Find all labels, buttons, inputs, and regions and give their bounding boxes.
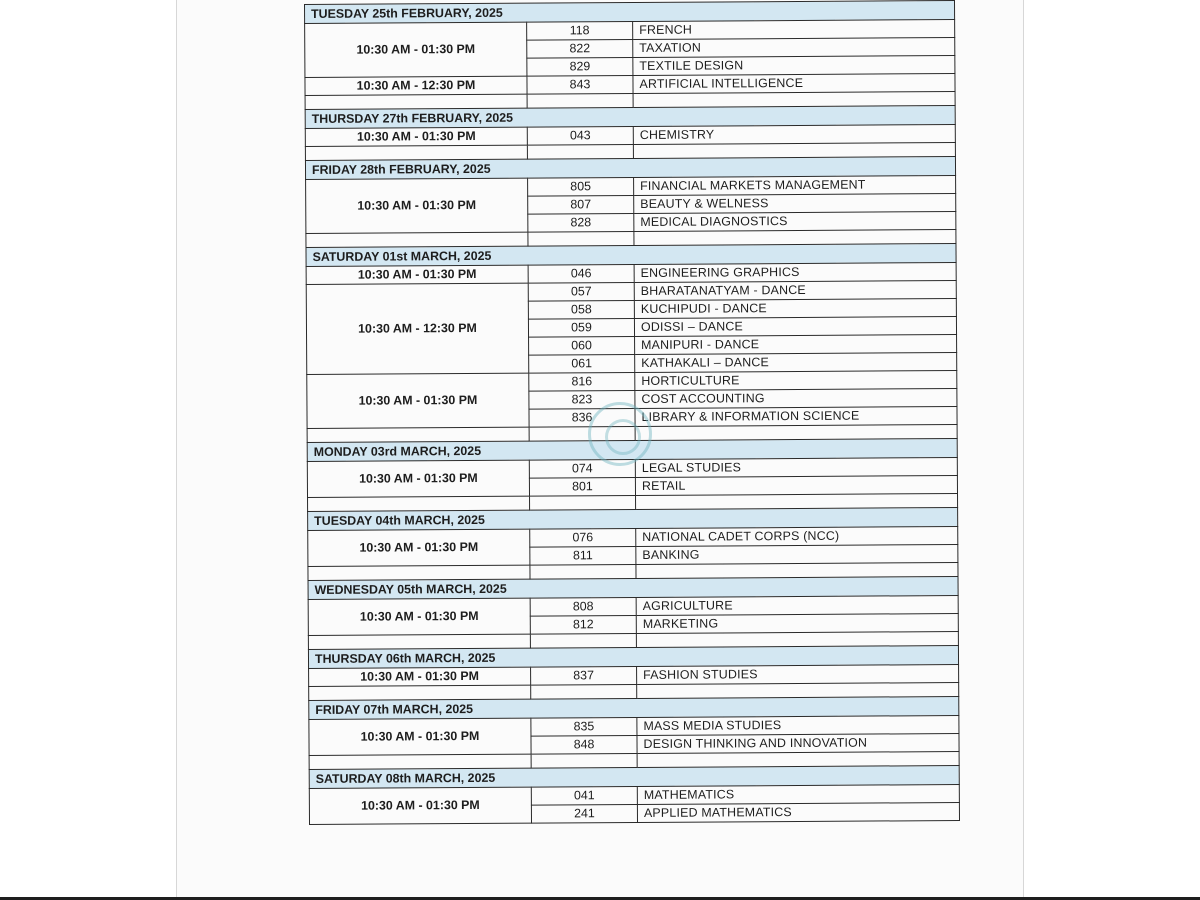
subject-name: LIBRARY & INFORMATION SCIENCE <box>635 407 957 427</box>
empty-cell <box>308 496 530 511</box>
subject-name: ARTIFICIAL INTELLIGENCE <box>633 74 955 94</box>
subject-code: 807 <box>528 195 634 214</box>
subject-name: MASS MEDIA STUDIES <box>637 716 959 736</box>
exam-time: 10:30 AM - 01:30 PM <box>307 373 529 428</box>
subject-code: 828 <box>528 213 634 232</box>
subject-name: MEDICAL DIAGNOSTICS <box>634 212 956 232</box>
subject-code: 058 <box>528 300 634 319</box>
empty-cell <box>528 231 634 246</box>
empty-cell <box>530 495 636 510</box>
subject-code: 812 <box>530 615 636 634</box>
subject-name: BEAUTY & WELNESS <box>634 194 956 214</box>
empty-cell <box>527 144 633 159</box>
subject-code: 808 <box>530 597 636 616</box>
subject-code: 059 <box>528 318 634 337</box>
subject-code: 805 <box>528 177 634 196</box>
subject-name: ODISSI – DANCE <box>634 317 956 337</box>
subject-code: 241 <box>531 804 637 823</box>
day-heading: MONDAY 03rd MARCH, 2025 <box>307 439 957 462</box>
subject-name: DESIGN THINKING AND INNOVATION <box>637 734 959 754</box>
empty-cell <box>530 564 636 579</box>
exam-time: 10:30 AM - 01:30 PM <box>306 178 528 233</box>
left-margin <box>0 0 176 900</box>
exam-time: 10:30 AM - 01:30 PM <box>309 667 531 686</box>
subject-code: 046 <box>528 264 634 283</box>
empty-cell <box>308 634 530 649</box>
exam-time: 10:30 AM - 01:30 PM <box>306 265 528 284</box>
subject-code: 843 <box>527 75 633 94</box>
exam-time: 10:30 AM - 01:30 PM <box>309 787 531 824</box>
exam-time: 10:30 AM - 01:30 PM <box>308 529 530 566</box>
subject-code: 836 <box>529 408 635 427</box>
subject-code: 829 <box>527 57 633 76</box>
day-heading: SATURDAY 01st MARCH, 2025 <box>306 244 956 267</box>
exam-time: 10:30 AM - 12:30 PM <box>305 76 527 95</box>
subject-name: MARKETING <box>636 614 958 634</box>
subject-name: KATHAKALI – DANCE <box>635 353 957 373</box>
subject-code: 043 <box>527 126 633 145</box>
day-heading: WEDNESDAY 05th MARCH, 2025 <box>308 577 958 600</box>
exam-time: 10:30 AM - 12:30 PM <box>306 283 529 374</box>
empty-cell <box>306 232 528 247</box>
exam-time: 10:30 AM - 01:30 PM <box>307 460 529 497</box>
subject-name: LEGAL STUDIES <box>635 458 957 478</box>
subject-code: 848 <box>531 735 637 754</box>
subject-name: RETAIL <box>635 476 957 496</box>
subject-name: FASHION STUDIES <box>637 665 959 685</box>
exam-time: 10:30 AM - 01:30 PM <box>309 718 531 755</box>
empty-cell <box>531 684 637 699</box>
subject-name: HORTICULTURE <box>635 371 957 391</box>
subject-code: 061 <box>529 354 635 373</box>
subject-name: BANKING <box>636 545 958 565</box>
subject-name: FINANCIAL MARKETS MANAGEMENT <box>634 176 956 196</box>
subject-code: 816 <box>529 372 635 391</box>
exam-schedule-table <box>304 0 960 825</box>
subject-code: 823 <box>529 390 635 409</box>
subject-name: CHEMISTRY <box>633 125 955 145</box>
subject-name: MATHEMATICS <box>637 785 959 805</box>
subject-code: 118 <box>527 21 633 40</box>
day-heading: SATURDAY 08th MARCH, 2025 <box>309 766 959 789</box>
empty-cell <box>309 754 531 769</box>
day-heading: TUESDAY 25th FEBRUARY, 2025 <box>305 1 955 24</box>
subject-name: KUCHIPUDI - DANCE <box>634 299 956 319</box>
exam-time: 10:30 AM - 01:30 PM <box>308 598 530 635</box>
subject-name: ENGINEERING GRAPHICS <box>634 263 956 283</box>
right-margin <box>1024 0 1200 900</box>
subject-name: NATIONAL CADET CORPS (NCC) <box>636 527 958 547</box>
subject-code: 835 <box>531 717 637 736</box>
subject-name: FRENCH <box>633 20 955 40</box>
subject-name: TEXTILE DESIGN <box>633 56 955 76</box>
subject-name: MANIPURI - DANCE <box>635 335 957 355</box>
subject-code: 822 <box>527 39 633 58</box>
subject-code: 811 <box>530 546 636 565</box>
exam-time: 10:30 AM - 01:30 PM <box>305 127 527 146</box>
empty-cell <box>307 427 529 442</box>
empty-cell <box>529 426 635 441</box>
empty-cell <box>305 94 527 109</box>
subject-code: 074 <box>529 459 635 478</box>
empty-cell <box>309 685 531 700</box>
subject-code: 837 <box>531 666 637 685</box>
subject-name: TAXATION <box>633 38 955 58</box>
empty-cell <box>527 93 633 108</box>
subject-code: 041 <box>531 786 637 805</box>
exam-time: 10:30 AM - 01:30 PM <box>305 22 527 77</box>
scanned-datesheet-page <box>176 0 1024 897</box>
subject-code: 801 <box>529 477 635 496</box>
subject-name: COST ACCOUNTING <box>635 389 957 409</box>
day-heading: TUESDAY 04th MARCH, 2025 <box>308 508 958 531</box>
empty-cell <box>531 753 637 768</box>
day-heading: FRIDAY 28th FEBRUARY, 2025 <box>305 157 955 180</box>
day-heading: THURSDAY 06th MARCH, 2025 <box>308 646 958 669</box>
day-heading: FRIDAY 07th MARCH, 2025 <box>309 697 959 720</box>
subject-name: BHARATANATYAM - DANCE <box>634 281 956 301</box>
empty-cell <box>305 145 527 160</box>
day-heading: THURSDAY 27th FEBRUARY, 2025 <box>305 106 955 129</box>
empty-cell <box>308 565 530 580</box>
empty-cell <box>530 633 636 648</box>
subject-code: 057 <box>528 282 634 301</box>
subject-name: AGRICULTURE <box>636 596 958 616</box>
subject-name: APPLIED MATHEMATICS <box>637 803 959 823</box>
subject-code: 076 <box>530 528 636 547</box>
subject-code: 060 <box>529 336 635 355</box>
